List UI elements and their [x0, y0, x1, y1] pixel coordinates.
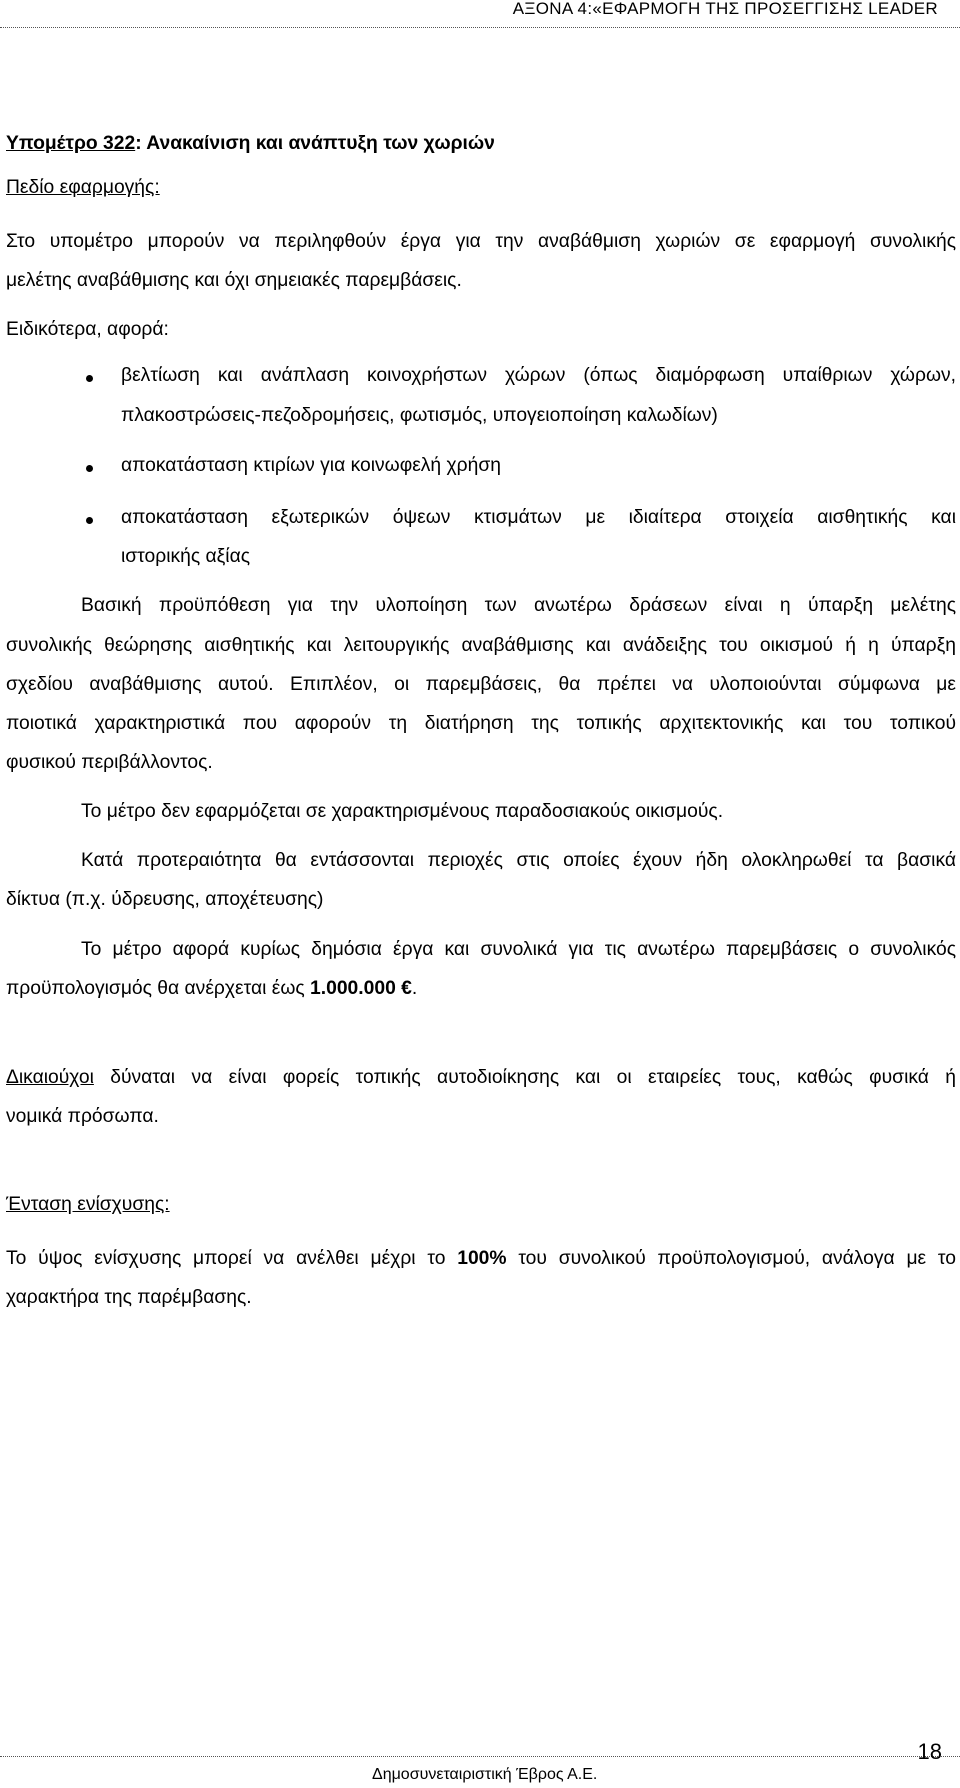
- bullet-dot: [86, 465, 93, 472]
- para-4-line-1: Το μέτρο αφορά κυρίως δημόσια έργα και συνολικά για τις ανωτέρω παρεμβάσεις ο συνολικός: [81, 939, 956, 960]
- scope-intro-line-2: μελέτης αναβάθμισης και όχι σημειακές παρεμβάσεις.: [6, 270, 462, 291]
- footer-divider: [0, 1756, 960, 1757]
- para-3-line-1: Κατά προτεραιότητα θα εντάσσονται περιοχές στις οποίες έχουν ήδη ολοκληρωθεί τα βασικά: [81, 850, 956, 871]
- section-title-prefix: Υπομέτρο 322: [6, 133, 136, 154]
- bullet-1-line-2: πλακοστρώσεις-πεζοδρομήσεις, φωτισμός, υπογειοποίηση καλωδίων): [121, 405, 718, 426]
- para-4-line-2: [6, 975, 417, 1002]
- aid-line-2: χαρακτήρα της παρέμβασης.: [6, 1287, 252, 1308]
- bullet-3-line-1: αποκατάσταση εξωτερικών όψεων κτισμάτων με ιδιαίτερα στοιχεία αισθητικής και: [121, 507, 956, 528]
- para-1-line-4: ποιοτικά χαρακτηριστικά που αφορούν τη διατήρηση της τοπικής αρχιτεκτονικής και του τοπικού: [6, 713, 956, 734]
- bullet-dot: [86, 375, 93, 382]
- scope-specific: Ειδικότερα, αφορά:: [6, 319, 169, 340]
- para-4-end: .: [411, 978, 418, 999]
- aid-heading: Ένταση ενίσχυσης:: [6, 1194, 170, 1215]
- header-divider: [0, 27, 960, 28]
- budget-amount: 1.000.000 €: [310, 978, 412, 999]
- para-1-line-5: φυσικού περιβάλλοντος.: [6, 752, 213, 773]
- beneficiaries-line-1: [6, 1064, 956, 1091]
- aid-line-1: [6, 1245, 956, 1272]
- beneficiaries-line-2: νομικά πρόσωπα.: [6, 1106, 159, 1127]
- footer-organization: Δημοσυνεταιριστική Έβρος Α.Ε.: [372, 1766, 598, 1783]
- para-1-line-1: Βασική προϋπόθεση για την υλοποίηση των ανωτέρω δράσεων είναι η ύπαρξη μελέτης: [81, 595, 956, 616]
- aid-percent: 100%: [457, 1248, 507, 1269]
- page-number: 18: [917, 1739, 942, 1764]
- section-title-rest: : Ανακαίνιση και ανάπτυξη των χωριών: [135, 133, 495, 154]
- para-3-line-2: δίκτυα (π.χ. ύδρευσης, αποχέτευσης): [6, 889, 324, 910]
- running-header: ΑΞΟΝΑ 4:«ΕΦΑΡΜΟΓΗ ΤΗΣ ΠΡΟΣΕΓΓΙΣΗΣ LEADER: [512, 0, 938, 18]
- scope-intro-line-1: Στο υπομέτρο μπορούν να περιληφθούν έργα για την αναβάθμιση χωριών σε εφαρμογή συνολικής: [6, 231, 956, 252]
- para-4-text: προϋπολογισμός θα ανέρχεται έως: [6, 978, 311, 999]
- aid-text-end: του συνολικού προϋπολογισμού, ανάλογα με το: [506, 1248, 957, 1269]
- scope-heading: Πεδίο εφαρμογής:: [6, 177, 160, 198]
- section-title: [6, 130, 495, 157]
- aid-text: Το ύψος ενίσχυσης μπορεί να ανέλθει μέχρι το: [6, 1248, 458, 1269]
- bullet-1-line-1: βελτίωση και ανάπλαση κοινοχρήστων χώρων (όπως διαμόρφωση υπαίθριων χώρων,: [121, 365, 956, 386]
- beneficiaries-heading: Δικαιούχοι: [6, 1067, 94, 1088]
- bullet-dot: [86, 517, 93, 524]
- para-1-line-2: συνολικής θεώρησης αισθητικής και λειτουργικής αναβάθμισης και ανάδειξης του οικισμού ή η ύπαρξη: [6, 635, 956, 656]
- beneficiaries-text: δύναται να είναι φορείς τοπικής αυτοδιοίκησης και οι εταιρείες τους, καθώς φυσικά ή: [93, 1067, 956, 1088]
- para-1-line-3: σχεδίου αναβάθμισης αυτού. Επιπλέον, οι παρεμβάσεις, θα πρέπει να υλοποιούνται σύμφωνα με: [6, 674, 956, 695]
- para-2: Το μέτρο δεν εφαρμόζεται σε χαρακτηρισμένους παραδοσιακούς οικισμούς.: [81, 801, 724, 822]
- bullet-2-line-1: αποκατάσταση κτιρίων για κοινωφελή χρήση: [121, 455, 501, 476]
- bullet-3-line-2: ιστορικής αξίας: [121, 546, 251, 567]
